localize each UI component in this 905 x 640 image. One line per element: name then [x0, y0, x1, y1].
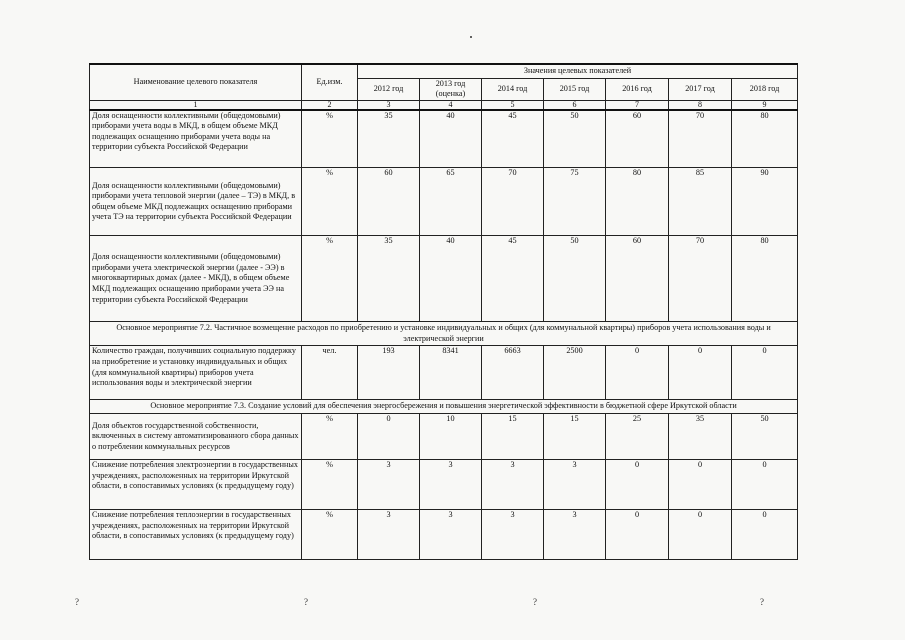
- indicator-value: 15: [482, 413, 544, 459]
- indicator-name: Доля объектов государственной собственности, включенных в систему автоматизированного сбора данных о потреблении коммунальных ресурсов: [90, 413, 302, 459]
- indicator-name: Доля оснащенности коллективными (общедомовыми) приборами учета воды в МКД, в общем объеме МКД подлежащих оснащению приборами учета воды на территории субъекта Российской Федерации: [90, 110, 302, 168]
- indicator-value: 0: [606, 346, 669, 400]
- indicator-name: Количество граждан, получивших социальную поддержку на приобретение и установку индивидуальных и общих (для коммунальной квартиры) приборов учета использования воды и электрической энергии: [90, 346, 302, 400]
- table-row: [90, 509, 798, 559]
- indicator-value: 3: [358, 509, 420, 559]
- column-number: 7: [606, 100, 669, 110]
- year-header: 2013 год (оценка): [420, 78, 482, 100]
- indicator-rows-7-3: [90, 413, 798, 559]
- indicator-value: 90: [732, 168, 798, 236]
- footer-mark: ?: [304, 597, 308, 607]
- indicator-rows-7-2: [90, 346, 798, 400]
- indicator-value: 0: [669, 509, 732, 559]
- indicator-value: 10: [420, 413, 482, 459]
- year-header: 2017 год: [669, 78, 732, 100]
- year-header: 2014 год: [482, 78, 544, 100]
- table-row: [90, 413, 798, 459]
- indicator-value: 80: [732, 110, 798, 168]
- indicator-value: 50: [544, 110, 606, 168]
- indicator-unit: %: [302, 168, 358, 236]
- column-number: 1: [90, 100, 302, 110]
- indicator-value: 0: [358, 413, 420, 459]
- indicator-name: Доля оснащенности коллективными (общедомовыми) приборами учета тепловой энергии (далее – ТЭ) в МКД, в общем объеме МКД подлежащих оснащению приборами учета ТЭ на территории субъекта Российской Федерации: [90, 168, 302, 236]
- indicator-value: 0: [606, 459, 669, 509]
- indicator-value: 193: [358, 346, 420, 400]
- column-header-name: Наименование целевого показателя: [90, 64, 302, 100]
- indicator-unit: %: [302, 509, 358, 559]
- indicator-value: 70: [669, 236, 732, 322]
- footer-mark: ?: [75, 597, 79, 607]
- indicator-value: 80: [606, 168, 669, 236]
- indicator-value: 45: [482, 236, 544, 322]
- indicator-name: Снижение потребления теплоэнергии в государственных учреждениях, расположенных на территории Иркутской области, в сопоставимых условиях (к предыдущему году): [90, 509, 302, 559]
- indicator-value: 3: [482, 459, 544, 509]
- footer-mark: ?: [533, 597, 537, 607]
- indicator-value: 3: [420, 509, 482, 559]
- indicator-value: 0: [732, 509, 798, 559]
- year-header: 2012 год: [358, 78, 420, 100]
- table-row: [90, 459, 798, 509]
- indicator-name: Доля оснащенности коллективными (общедомовыми) приборами учета электрической энергии (далее - ЭЭ) в многоквартирных домах (далее - МКД), в общем объеме МКД подлежащих оснащению приборами учета ЭЭ на территории субъекта Российской Федерации: [90, 236, 302, 322]
- column-number: 2: [302, 100, 358, 110]
- indicator-value: 35: [358, 236, 420, 322]
- indicator-unit: %: [302, 236, 358, 322]
- indicator-value: 8341: [420, 346, 482, 400]
- table-row: [90, 346, 798, 400]
- section-7-3-title: Основное мероприятие 7.3. Создание условий для обеспечения энергосбережения и повышения энергетической эффективности в бюджетной сфере Иркутской области: [90, 400, 798, 414]
- indicators-table-page: [89, 63, 797, 560]
- indicator-value: 35: [669, 413, 732, 459]
- indicator-value: 50: [544, 236, 606, 322]
- section-7-2-title: Основное мероприятие 7.2. Частичное возмещение расходов по приобретению и установке индивидуальных и общих (для коммунальной квартиры) приборов учета использования воды и электрической энергии: [90, 322, 798, 346]
- table-row: [90, 168, 798, 236]
- table-row: [90, 236, 798, 322]
- indicator-value: 60: [358, 168, 420, 236]
- table-row: [90, 110, 798, 168]
- indicator-unit: %: [302, 110, 358, 168]
- indicator-unit: %: [302, 459, 358, 509]
- scan-speck: [470, 36, 472, 38]
- indicator-value: 0: [606, 509, 669, 559]
- column-group-header: Значения целевых показателей: [358, 64, 798, 78]
- indicator-value: 65: [420, 168, 482, 236]
- year-header: 2016 год: [606, 78, 669, 100]
- indicator-value: 60: [606, 110, 669, 168]
- indicator-value: 0: [669, 346, 732, 400]
- column-number: 8: [669, 100, 732, 110]
- indicator-value: 45: [482, 110, 544, 168]
- indicator-value: 3: [544, 509, 606, 559]
- indicator-value: 3: [544, 459, 606, 509]
- indicator-unit: чел.: [302, 346, 358, 400]
- indicator-value: 0: [732, 459, 798, 509]
- indicator-name: Снижение потребления электроэнергии в государственных учреждениях, расположенных на территории Иркутской области, в сопоставимых условиях (к предыдущему году): [90, 459, 302, 509]
- indicator-value: 6663: [482, 346, 544, 400]
- indicator-value: 50: [732, 413, 798, 459]
- column-number: 3: [358, 100, 420, 110]
- indicator-value: 3: [420, 459, 482, 509]
- indicator-value: 80: [732, 236, 798, 322]
- indicator-value: 70: [669, 110, 732, 168]
- year-header: 2015 год: [544, 78, 606, 100]
- year-header: 2018 год: [732, 78, 798, 100]
- indicators-table: [89, 63, 798, 560]
- indicator-value: 3: [482, 509, 544, 559]
- indicator-rows: [90, 110, 798, 322]
- indicator-value: 0: [669, 459, 732, 509]
- indicator-value: 35: [358, 110, 420, 168]
- indicator-value: 25: [606, 413, 669, 459]
- column-number: 4: [420, 100, 482, 110]
- indicator-value: 60: [606, 236, 669, 322]
- indicator-value: 70: [482, 168, 544, 236]
- column-header-unit: Ед.изм.: [302, 64, 358, 100]
- column-number: 5: [482, 100, 544, 110]
- column-number: 6: [544, 100, 606, 110]
- indicator-unit: %: [302, 413, 358, 459]
- indicator-value: 40: [420, 236, 482, 322]
- indicator-value: 75: [544, 168, 606, 236]
- column-number: 9: [732, 100, 798, 110]
- indicator-value: 15: [544, 413, 606, 459]
- indicator-value: 3: [358, 459, 420, 509]
- indicator-value: 85: [669, 168, 732, 236]
- column-number-row: [90, 100, 798, 110]
- indicator-value: 40: [420, 110, 482, 168]
- indicator-value: 0: [732, 346, 798, 400]
- footer-mark: ?: [760, 597, 764, 607]
- indicator-value: 2500: [544, 346, 606, 400]
